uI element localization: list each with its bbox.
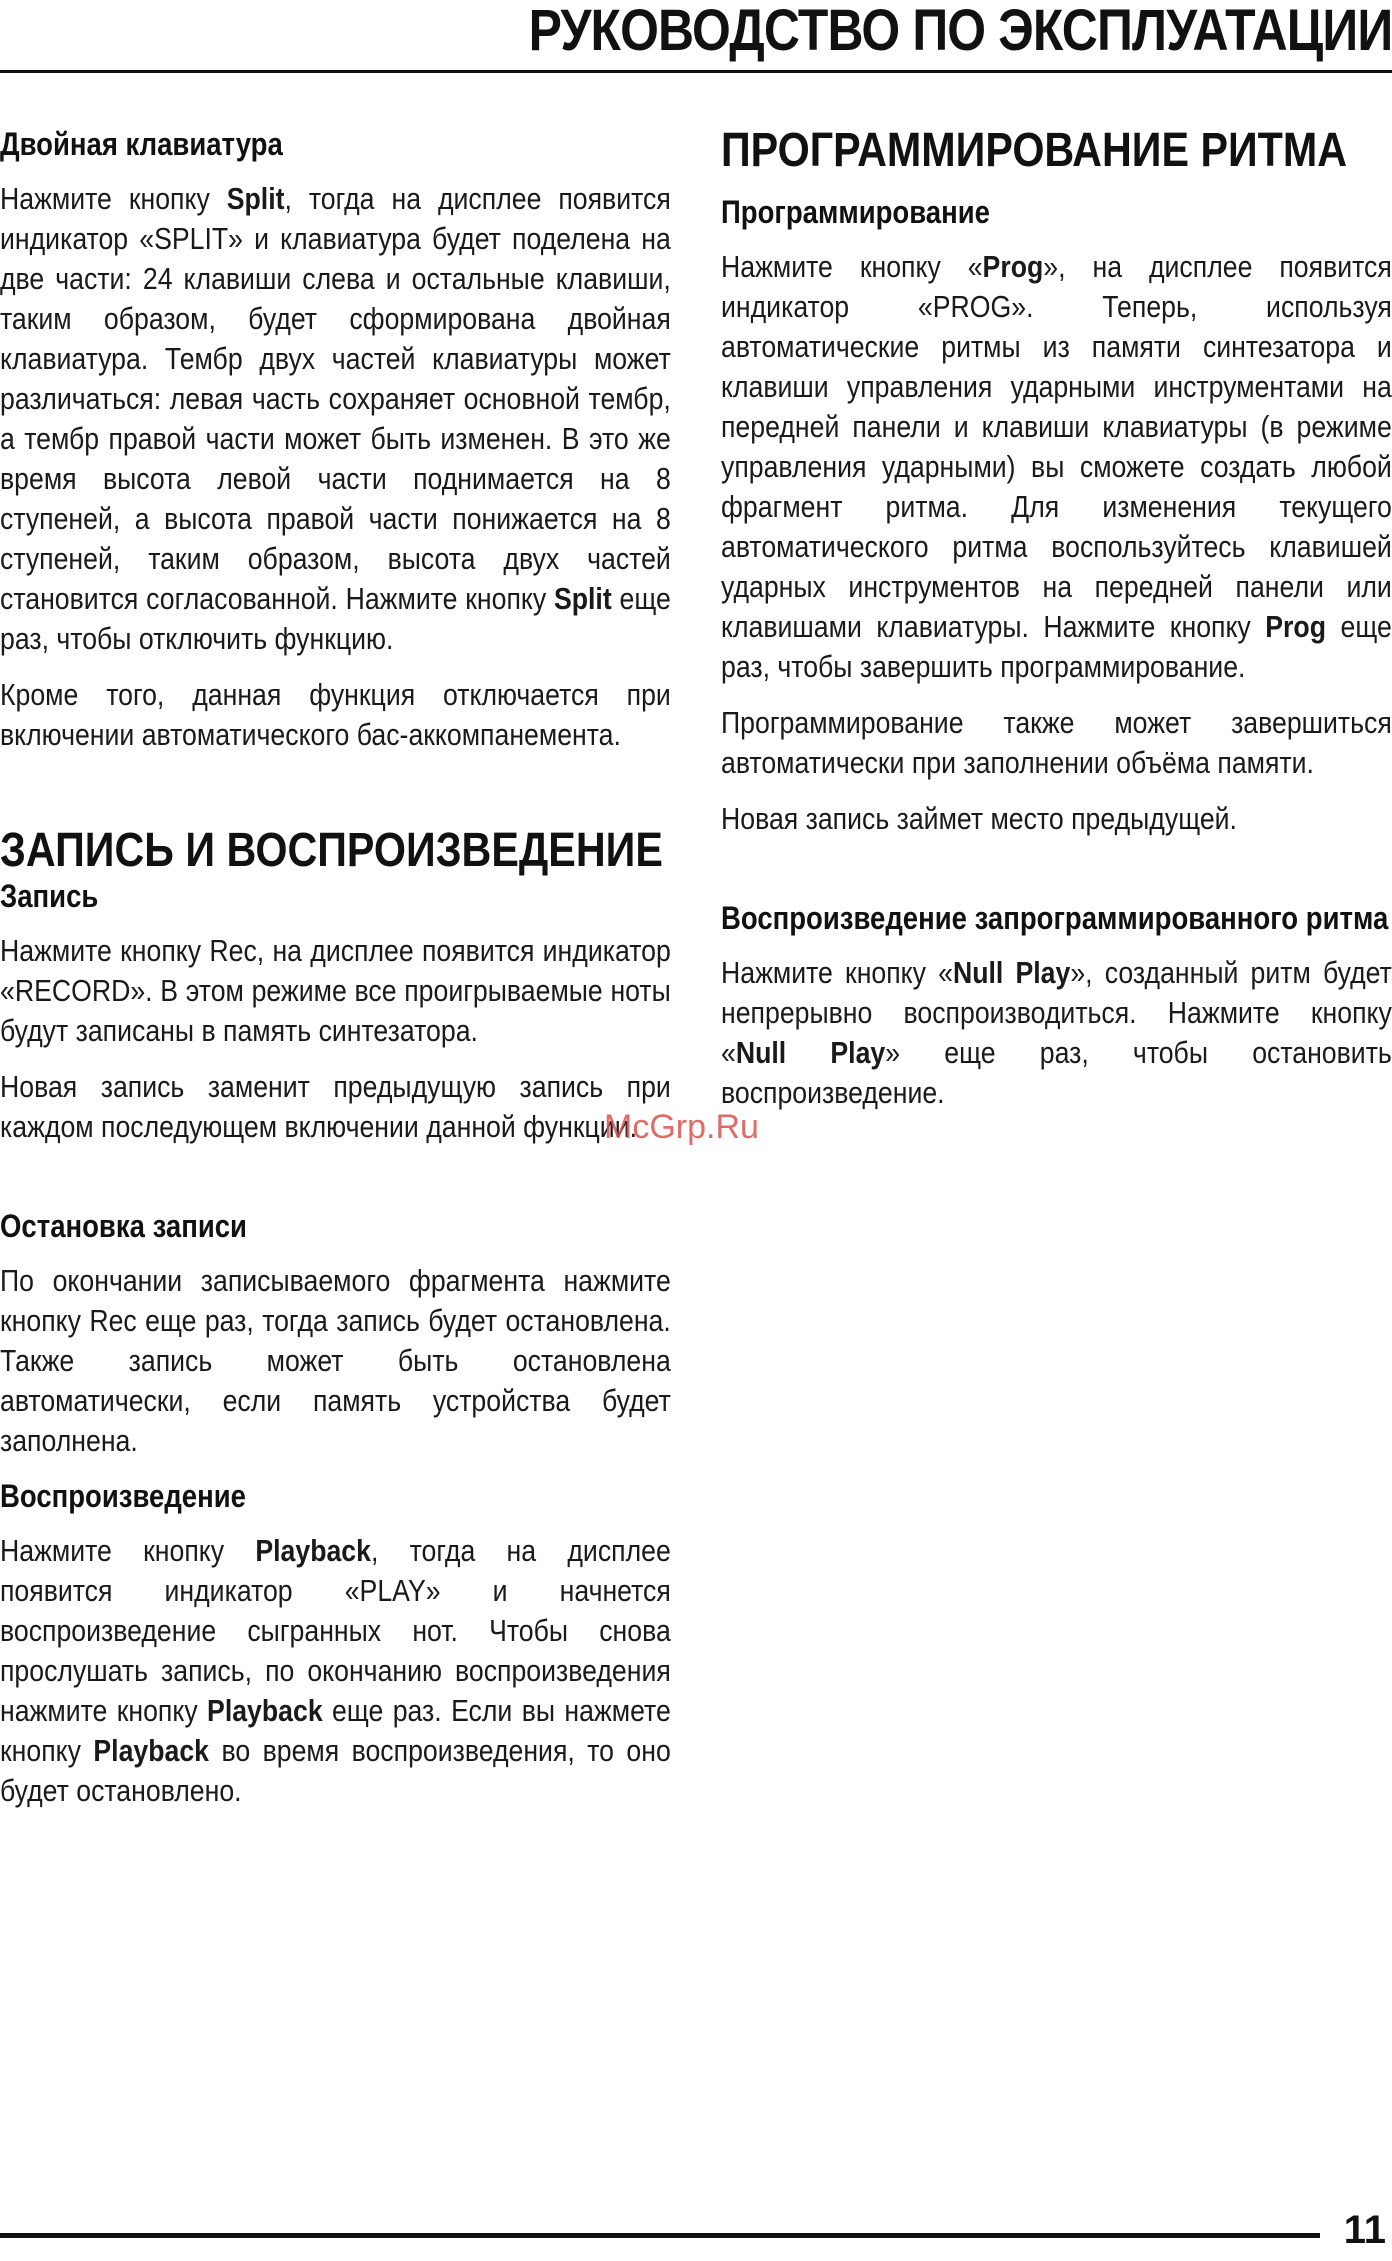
rhythm-playback-heading: Воспроизведение запрограммированного ритма (721, 900, 1389, 936)
rhythm-section-title: ПРОГРАММИРОВАНИЕ РИТМА (721, 124, 1348, 177)
record-paragraph-1: Нажмите кнопку Rec, на дисплее появится индикатор «RECORD». В этом режиме все проигрываемые ноты будут записаны в память синтезатора. (0, 933, 671, 1048)
page-header-title: РУКОВОДСТВО ПО ЭКСПЛУАТАЦИИ (528, 0, 1392, 63)
programming-heading: Программирование (721, 194, 990, 230)
stop-recording-paragraph: По окончании записываемого фрагмента нажмите кнопку Rec еще раз, тогда запись будет остановлена. Также запись может быть остановлена автоматически, если память устройства будет заполнена. (0, 1263, 671, 1458)
dual-keyboard-paragraph-1: Нажмите кнопку Split, тогда на дисплее появится индикатор «SPLIT» и клавиатура будет поделена на две части: 24 клавиши слева и остальные клавиши, таким образом, будет сформирована двойная клавиатура. Тембр двух частей клавиатуры может различаться: левая часть сохраняет основной тембр, а тембр правой части может быть изменен. В это же время высота левой части поднимается на 8 ступеней, а высота правой части понижается на 8 ступеней, таким образом, высота двух частей становится согласованной. Нажмите кнопку Split еще раз, чтобы отключить функцию. (0, 181, 671, 656)
dual-keyboard-heading: Двойная клавиатура (0, 126, 283, 162)
record-section-title: ЗАПИСЬ И ВОСПРОИЗВЕДЕНИЕ (0, 824, 663, 877)
stop-recording-heading: Остановка записи (0, 1208, 247, 1244)
footer-divider (0, 2233, 1320, 2238)
dual-keyboard-paragraph-2: Кроме того, данная функция отключается при включении автоматического бас-аккомпанемента. (0, 677, 671, 752)
programming-paragraph-1: Нажмите кнопку «Prog», на дисплее появится индикатор «PROG». Теперь, используя автоматические ритмы из памяти синтезатора и клавиши управления ударными инструментами на передней панели и клавиши клавиатуры (в режиме управления ударными) вы сможете создать любой фрагмент ритма. Для изменения текущего автоматического ритма воспользуйтесь клавишей ударных инструментов на передней панели или клавишами клавиатуры. Нажмите кнопку Prog еще раз, чтобы завершить программирование. (721, 249, 1392, 684)
record-paragraph-2: Новая запись заменит предыдущую запись при каждом последующем включении данной функции. (0, 1069, 671, 1144)
page-number: 11 (1343, 2208, 1386, 2252)
rhythm-playback-paragraph: Нажмите кнопку «Null Play», созданный ритм будет непрерывно воспроизводиться. Нажмите кнопку «Null Play» еще раз, чтобы остановить воспроизведение. (721, 955, 1392, 1110)
left-column (0, 125, 672, 1811)
programming-paragraph-3: Новая запись займет место предыдущей. (721, 801, 1237, 836)
programming-paragraph-2: Программирование также может завершиться автоматически при заполнении объёма памяти. (721, 705, 1392, 780)
header-divider (0, 70, 1392, 73)
watermark: McGrp.Ru (604, 1108, 759, 1146)
right-column (721, 125, 1392, 1113)
record-heading: Запись (0, 878, 99, 914)
playback-heading: Воспроизведение (0, 1478, 246, 1514)
playback-paragraph: Нажмите кнопку Playback, тогда на дисплее появится индикатор «PLAY» и начнется воспроизведение сыгранных нот. Чтобы снова прослушать запись, по окончанию воспроизведения нажмите кнопку Playback еще раз. Если вы нажмете кнопку Playback во время воспроизведения, то оно будет остановлено. (0, 1533, 671, 1808)
